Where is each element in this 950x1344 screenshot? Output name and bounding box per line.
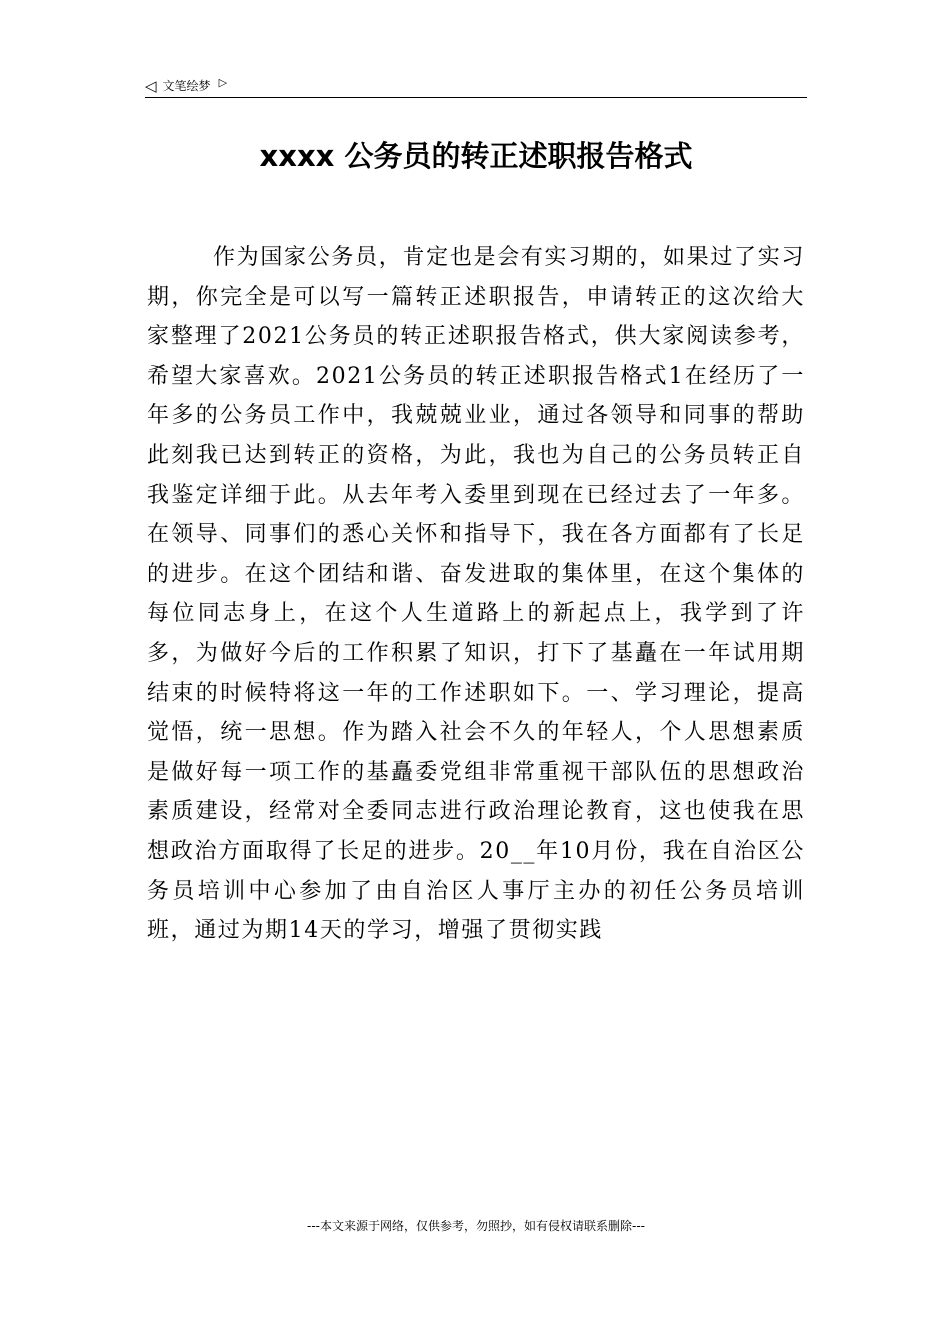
triangle-right-icon: ▷ bbox=[218, 76, 228, 89]
document-title: xxxx 公务员的转正述职报告格式 bbox=[259, 139, 693, 173]
header-divider bbox=[145, 97, 807, 98]
footer-disclaimer: ---本文来源于网络，仅供参考，勿照抄，如有侵权请联系删除--- bbox=[307, 1219, 645, 1233]
body-paragraph: 作为国家公务员，肯定也是会有实习期的，如果过了实习期，你完全是可以写一篇转正述职报告，申请转正的这次给大家整理了2021公务员的转正述职报告格式，供大家阅读参考，希望大家喜欢。2021公务员的转正述职报告格式1在经历了一年多的公务员工作中，我兢兢业业，通过各领导和同事的帮助此刻我已达到转正的资格，为此，我也为自己的公务员转正自我鉴定详细于此。从去年考入委里到现在已经过去了一年多。在领导、同事们的悉心关怀和指导下，我在各方面都有了长足的进步。在这个团结和谐、奋发进取的集体里，在这个集体的每位同志身上，在这个人生道路上的新起点上，我学到了许多，为做好今后的工作积累了知识，打下了基矗在一年试用期结束的时候特将这一年的工作述职如下。一、学习理论，提高觉悟，统一思想。作为踏入社会不久的年轻人，个人思想素质是做好每一项工作的基矗委党组非常重视干部队伍的思想政治素质建设，经常对全委同志进行政治理论教育，这也使我在思想政治方面取得了长足的进步。20__年10月份，我在自治区公务员培训中心参加了由自治区人事厅主办的初任公务员培训班，通过为期14天的学习，增强了贯彻实践 bbox=[147, 245, 805, 944]
triangle-left-icon: ◁ bbox=[145, 77, 157, 95]
page-header bbox=[145, 74, 807, 98]
header-label: 文笔绘梦 bbox=[162, 79, 211, 93]
